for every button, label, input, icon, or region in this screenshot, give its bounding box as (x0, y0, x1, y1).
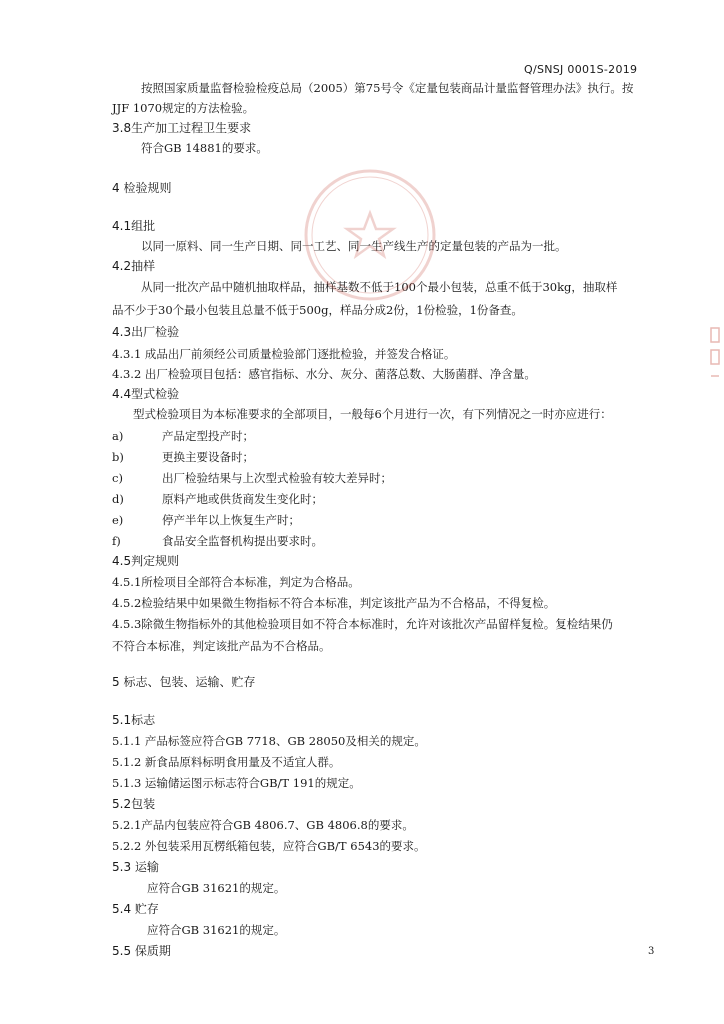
list-item-mark: a) (112, 429, 124, 443)
text-line: 品不少于30个最小包装且总量不低于500g，样品分成2份，1份检验，1份备查。 (112, 303, 523, 317)
list-item: 更换主要设备时； (162, 450, 254, 464)
section-heading: 5.1标志 (112, 713, 156, 727)
section-heading: 4.5判定规则 (112, 554, 180, 568)
text-line: 4.5.3除微生物指标外的其他检验项目如不符合本标准时，允许对该批次产品留样复检。复检结果仍 (112, 617, 613, 631)
section-heading: 5.3 运输 (112, 860, 159, 874)
doc-number: Q/SNSJ 0001S-2019 (524, 63, 638, 76)
text-line: 4.3.2 出厂检验项目包括：感官指标、水分、灰分、菌落总数、大肠菌群、净含量。 (112, 367, 536, 381)
text-line: 应符合GB 31621的规定。 (147, 923, 286, 937)
list-item-mark: b) (112, 450, 124, 464)
section-heading: 5.4 贮存 (112, 902, 159, 916)
text-line: 符合GB 14881的要求。 (141, 141, 268, 155)
chapter-heading: 5 标志、包装、运输、贮存 (112, 675, 256, 689)
list-item: 食品安全监督机构提出要求时。 (162, 534, 323, 548)
text-line: 从同一批次产品中随机抽取样品，抽样基数不低于100个最小包装，总重不低于30kg，抽取样 (141, 280, 618, 294)
chapter-heading: 4 检验规则 (112, 181, 172, 195)
text-line: 5.2.2 外包装采用瓦楞纸箱包装，应符合GB/T 6543的要求。 (112, 839, 426, 853)
text-line: 4.5.2检验结果中如果微生物指标不符合本标准，判定该批产品为不合格品，不得复检。 (112, 596, 556, 610)
section-heading: 4.3出厂检验 (112, 325, 180, 339)
list-item: 产品定型投产时； (162, 429, 254, 443)
edge-stamp-icon (708, 326, 722, 386)
section-heading: 4.2抽样 (112, 259, 156, 273)
text-line: 按照国家质量监督检验检疫总局（2005）第75号令《定量包装商品计量监督管理办法》执行。按 (141, 81, 634, 95)
section-heading: 4.1组批 (112, 219, 156, 233)
section-heading: 5.2包装 (112, 797, 156, 811)
text-line: 以同一原料、同一生产日期、同一工艺、同一生产线生产的定量包装的产品为一批。 (141, 239, 567, 253)
text-line: 5.1.2 新食品原料标明食用量及不适宜人群。 (112, 755, 341, 769)
list-item: 原料产地或供货商发生变化时； (162, 492, 323, 506)
section-heading: 3.8生产加工过程卫生要求 (112, 121, 252, 135)
text-line: 应符合GB 31621的规定。 (147, 881, 286, 895)
list-item-mark: f) (112, 534, 121, 548)
page-number: 3 (648, 946, 655, 957)
text-line: 不符合本标准，判定该批产品为不合格品。 (112, 639, 331, 653)
list-item: 出厂检验结果与上次型式检验有较大差异时； (162, 471, 392, 485)
list-item-mark: d) (112, 492, 124, 506)
text-line: 5.2.1产品内包装应符合GB 4806.7、GB 4806.8的要求。 (112, 818, 414, 832)
section-heading: 5.5 保质期 (112, 944, 171, 958)
text-line: JJF 1070规定的方法检验。 (112, 101, 255, 115)
text-line: 4.3.1 成品出厂前须经公司质量检验部门逐批检验，并签发合格证。 (112, 347, 456, 361)
list-item: 停产半年以上恢复生产时； (162, 513, 300, 527)
list-item-mark: c) (112, 471, 123, 485)
text-line: 型式检验项目为本标准要求的全部项目，一般每6个月进行一次，有下列情况之一时亦应进行： (133, 407, 612, 421)
text-line: 5.1.1 产品标签应符合GB 7718、GB 28050及相关的规定。 (112, 734, 426, 748)
text-line: 4.5.1所检项目全部符合本标准，判定为合格品。 (112, 575, 360, 589)
list-item-mark: e) (112, 513, 124, 527)
text-line: 5.1.3 运输储运图示标志符合GB/T 191的规定。 (112, 776, 361, 790)
section-heading: 4.4型式检验 (112, 387, 180, 401)
